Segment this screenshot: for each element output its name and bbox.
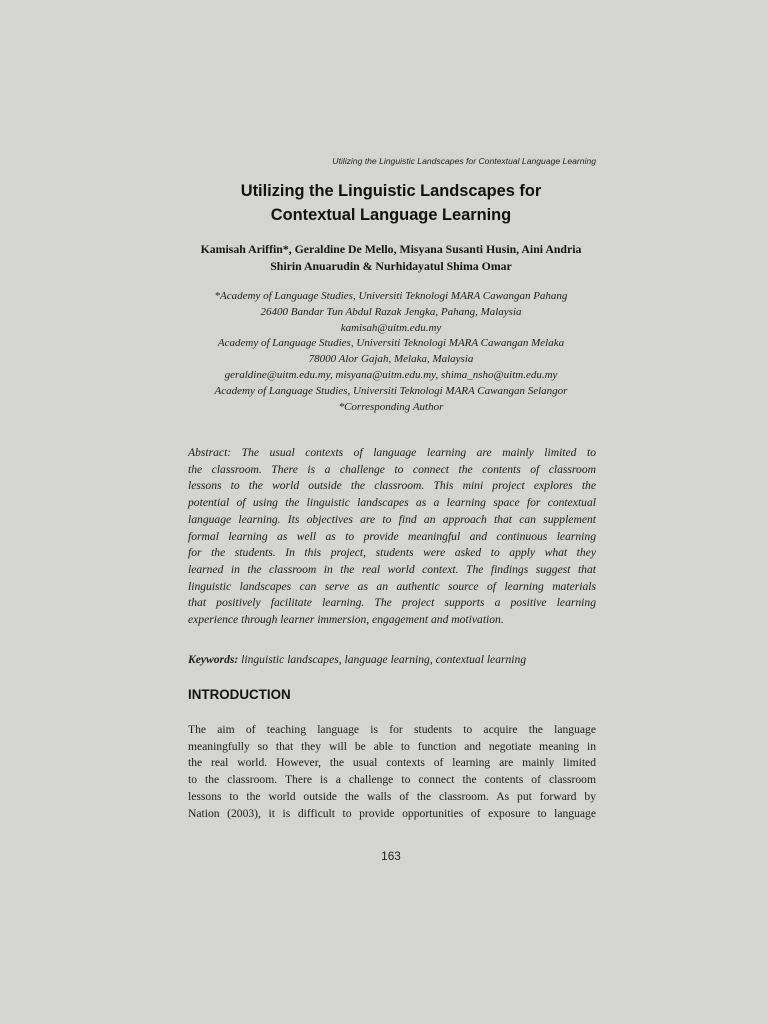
body-line: Nation (2003), it is difficult to provide opportunities of exposure to language (188, 806, 596, 820)
abstract-line: linguistic landscapes can serve as an authentic source of learning materials (188, 579, 596, 593)
abstract-line: Abstract: The usual contexts of language learning are mainly limited to (188, 446, 596, 459)
abstract-line: for the students. In this project, students were asked to apply what they (188, 546, 596, 560)
keywords (188, 652, 596, 668)
abstract-line: potential of using the linguistic landscapes as a learning space for contextual (188, 496, 596, 510)
keywords-text: linguistic landscapes, language learning, contextual learning (238, 653, 527, 666)
affiliation-line: 78000 Alor Gajah, Melaka, Malaysia (308, 353, 474, 366)
affiliation-email: geraldine@uitm.edu.my, misyana@uitm.edu.my, shima_nsho@uitm.edu.my (224, 368, 558, 381)
abstract-line: language learning. Its objectives are to find an approach that can supplement (188, 512, 596, 526)
affiliation-line: Academy of Language Studies, Universiti Teknologi MARA Cawangan Selangor (214, 384, 568, 397)
affiliation-line: 26400 Bandar Tun Abdul Razak Jengka, Pahang, Malaysia (260, 305, 522, 318)
paper-title (186, 179, 596, 227)
body-line: meaningfully so that they will be able to function and negotiate meaning in (188, 739, 596, 753)
affiliation-line: *Academy of Language Studies, Universiti Teknologi MARA Cawangan Pahang (214, 290, 568, 302)
body-line: lessons to the world outside the walls of the classroom. As put forward by (188, 789, 596, 803)
introduction-body (188, 722, 596, 822)
paper-title-line: Utilizing the Linguistic Landscapes for (240, 182, 542, 200)
page-number: 163 (381, 849, 401, 863)
author-line: Shirin Anuarudin & Nurhidayatul Shima Omar (270, 259, 512, 273)
abstract-line: experience through learner immersion, engagement and motivation. (188, 613, 504, 627)
affiliation-email: kamisah@uitm.edu.my (340, 321, 442, 334)
body-line: to the classroom. There is a challenge to connect the contents of classroom (188, 773, 596, 787)
affiliations (186, 289, 596, 415)
corresponding-author-note: *Corresponding Author (338, 400, 444, 413)
abstract-line: formal learning as well as to provide meaningful and continuous learning (188, 529, 596, 543)
abstract-line: learned in the classroom in the real world context. The findings suggest that (188, 562, 596, 576)
abstract-line: that positively facilitate learning. The project supports a positive learning (188, 596, 596, 610)
affiliation-line: Academy of Language Studies, Universiti Teknologi MARA Cawangan Melaka (217, 337, 565, 350)
section-heading-introduction: INTRODUCTION (188, 687, 291, 702)
paper-title-line: Contextual Language Learning (270, 206, 512, 224)
abstract (188, 445, 596, 629)
keywords-label: Keywords: (188, 653, 239, 666)
author-list (186, 241, 596, 275)
abstract-line: the classroom. There is a challenge to connect the contents of classroom (188, 462, 596, 476)
body-line: the real world. However, the usual contexts of learning are mainly limited (188, 756, 596, 770)
running-head: Utilizing the Linguistic Landscapes for Contextual Language Learning (332, 156, 596, 166)
author-line: Kamisah Ariffin*, Geraldine De Mello, Misyana Susanti Husin, Aini Andria (200, 242, 582, 256)
body-line: The aim of teaching language is for students to acquire the language (188, 723, 596, 736)
abstract-line: lessons to the world outside the classroom. This mini project explores the (188, 479, 596, 493)
